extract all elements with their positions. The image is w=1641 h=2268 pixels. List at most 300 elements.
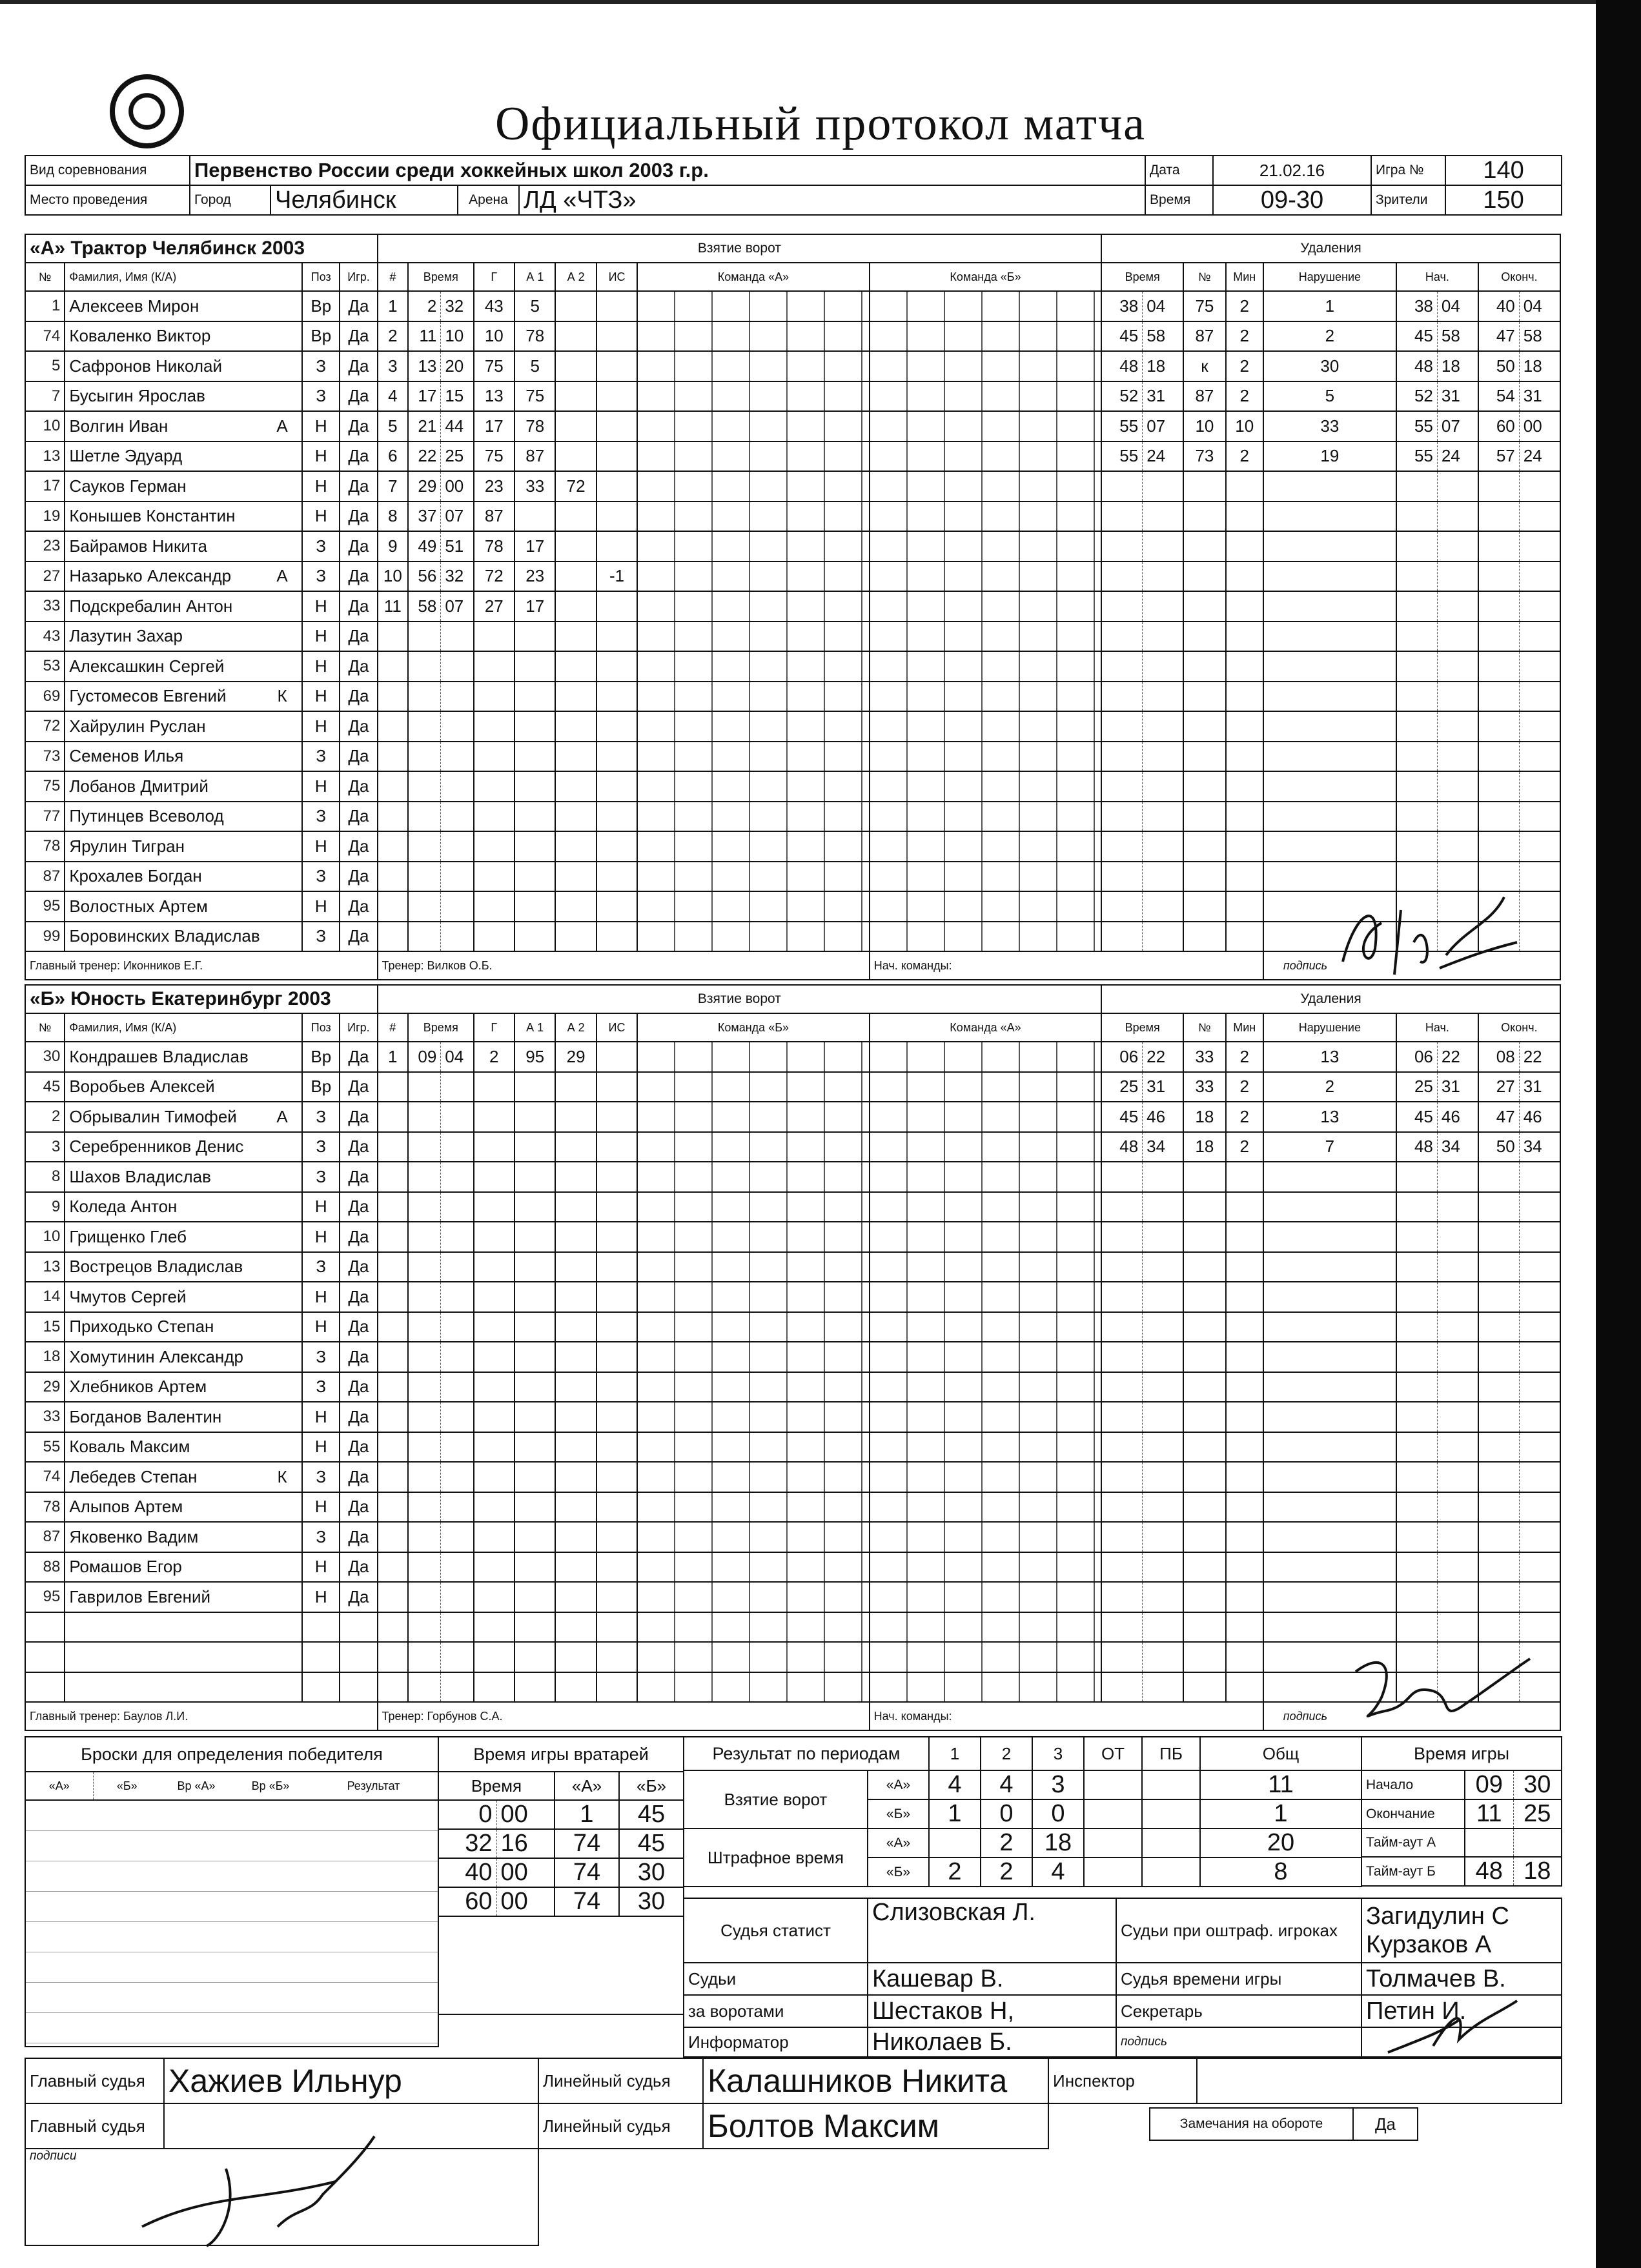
team_b-goal-is bbox=[596, 1102, 637, 1132]
team_a-goal-sec: 10 bbox=[441, 321, 474, 352]
team_a-goal-assist-2 bbox=[555, 831, 596, 862]
team_a-pen-minutes bbox=[1226, 622, 1263, 652]
team_a-pen-min bbox=[1101, 531, 1142, 562]
team_b-player-name: Лебедев Степан bbox=[65, 1462, 263, 1492]
team_a-pen-end-min bbox=[1478, 591, 1519, 622]
team_b-goal-assist-1 bbox=[515, 1222, 555, 1252]
team_a-pen-sec: 31 bbox=[1143, 381, 1183, 412]
team_a-row bbox=[25, 802, 1560, 832]
team_b-pen-sec: 46 bbox=[1143, 1102, 1183, 1132]
team_b-pen-start-sec bbox=[1437, 1522, 1478, 1552]
team_a-pen-start-sec bbox=[1437, 591, 1478, 622]
team_b-pen-minutes bbox=[1226, 1282, 1263, 1312]
team_a-player-ka bbox=[263, 591, 302, 622]
team_a-goal-sec: 15 bbox=[441, 381, 474, 412]
secretary-label: Секретарь bbox=[1116, 1995, 1361, 2027]
results-col-ot: ОТ bbox=[1084, 1737, 1142, 1770]
team_a-pen-sec bbox=[1143, 501, 1183, 532]
team_b-col-a2: А 2 bbox=[555, 1013, 596, 1042]
team_a-player-no: 43 bbox=[25, 622, 65, 652]
team_a-goal-team-opp-cell bbox=[870, 351, 1102, 381]
team_b-goal-sec bbox=[441, 1312, 474, 1342]
game-time-title: Время игры bbox=[1361, 1737, 1562, 1770]
team_a-pen-start-min: 48 bbox=[1396, 351, 1437, 381]
team_a-goal-is bbox=[596, 682, 637, 712]
team_a-goal-team-opp-cell bbox=[870, 441, 1102, 472]
team_b-goal-is bbox=[596, 1462, 637, 1492]
team_b-pen-end-sec bbox=[1519, 1222, 1560, 1252]
team_b-goal-sec bbox=[441, 1582, 474, 1612]
team_a-goal-sec: 07 bbox=[441, 501, 474, 532]
team_b-player-play: Да bbox=[340, 1522, 377, 1552]
team_b-pen-end-sec bbox=[1519, 1552, 1560, 1583]
team_b-goal-assist-1 bbox=[515, 1132, 555, 1162]
team_a-goal-no bbox=[378, 651, 409, 682]
team_a-pen-sec bbox=[1143, 922, 1183, 952]
team_a-goal-scorer: 23 bbox=[474, 471, 515, 501]
team_b-player-play: Да bbox=[340, 1312, 377, 1342]
team_a-goal-assist-2 bbox=[555, 501, 596, 532]
team_a-player-ka bbox=[263, 291, 302, 321]
team_a-goal-no: 7 bbox=[378, 471, 409, 501]
team_a-row bbox=[25, 531, 1560, 562]
team_a-goal-assist-1 bbox=[515, 622, 555, 652]
team_a-goal-assist-2 bbox=[555, 381, 596, 412]
team_a-goal-assist-2 bbox=[555, 682, 596, 712]
team_b-pen-start-sec bbox=[1437, 1312, 1478, 1342]
team_b-goal-team-own-cell bbox=[637, 1642, 869, 1672]
city-value: Челябинск bbox=[270, 185, 458, 215]
team_a-player-no: 10 bbox=[25, 411, 65, 441]
team_a-pen-player bbox=[1183, 562, 1226, 592]
team_b-row bbox=[25, 1102, 1560, 1132]
team_b-player-name: Вострецов Владислав bbox=[65, 1252, 263, 1282]
team_a-pen-start-min: 52 bbox=[1396, 381, 1437, 412]
team_a-pen-min bbox=[1101, 711, 1142, 742]
team_b-player-no bbox=[25, 1672, 65, 1703]
team_b-pen-minutes bbox=[1226, 1372, 1263, 1402]
team_b-player-play: Да bbox=[340, 1282, 377, 1312]
team_b-player-play: Да bbox=[340, 1222, 377, 1252]
inspector-label: Инспектор bbox=[1048, 2058, 1197, 2103]
team_a-player-play: Да bbox=[340, 562, 377, 592]
team_a-goal-min bbox=[408, 802, 441, 832]
team_a-pen-violation: 1 bbox=[1263, 291, 1396, 321]
team_a-pen-start-sec bbox=[1437, 622, 1478, 652]
team_b-pen-sec bbox=[1143, 1492, 1183, 1523]
team_a-pen-violation bbox=[1263, 742, 1396, 772]
main-ref-1: Хажиев Ильнур bbox=[164, 2058, 538, 2103]
team_b-row bbox=[25, 1672, 1560, 1703]
team_a-pen-minutes: 2 bbox=[1226, 381, 1263, 412]
team_b-pen-end-min bbox=[1478, 1522, 1519, 1552]
team_a-player-pos: Н bbox=[302, 771, 340, 802]
team_b-goal-is bbox=[596, 1312, 637, 1342]
team_a-pen-minutes bbox=[1226, 711, 1263, 742]
team_b-goal-no bbox=[378, 1342, 409, 1372]
team_a-pen-end-min bbox=[1478, 562, 1519, 592]
team_a-player-no: 7 bbox=[25, 381, 65, 412]
team_b-goal-sec bbox=[441, 1252, 474, 1282]
team_a-goal-assist-1 bbox=[515, 891, 555, 922]
team_a-goal-assist-1: 5 bbox=[515, 351, 555, 381]
team_b-pen-min bbox=[1101, 1312, 1142, 1342]
team_b-player-play: Да bbox=[340, 1102, 377, 1132]
team_b-goal-scorer bbox=[474, 1642, 515, 1672]
team_a-pen-start-min: 45 bbox=[1396, 321, 1437, 352]
team_b-goal-team-opp-cell bbox=[870, 1042, 1102, 1072]
team_b-pen-player bbox=[1183, 1282, 1226, 1312]
team_a-head-coach: Главный тренер: Иконников Е.Г. bbox=[25, 951, 378, 980]
stat-label: Судья статист bbox=[684, 1898, 868, 1963]
team_a-col-a2: А 2 bbox=[555, 263, 596, 291]
team_a-goal-assist-1 bbox=[515, 651, 555, 682]
team_a-col-pos: Поз bbox=[302, 263, 340, 291]
team_a-goal-scorer bbox=[474, 711, 515, 742]
team_a-row bbox=[25, 651, 1560, 682]
team_a-pen-player bbox=[1183, 891, 1226, 922]
team_b-pen-min: 06 bbox=[1101, 1042, 1142, 1072]
goal-judges-label-2: за воротами bbox=[684, 1995, 868, 2027]
team_a-pen-player bbox=[1183, 922, 1226, 952]
team_a-pen-start-min bbox=[1396, 682, 1437, 712]
team_b-pen-player: 33 bbox=[1183, 1042, 1226, 1072]
date-label: Дата bbox=[1145, 156, 1213, 185]
team_a-goal-no: 2 bbox=[378, 321, 409, 352]
team_b-pen-minutes: 2 bbox=[1226, 1042, 1263, 1072]
team_a-player-ka: А bbox=[263, 562, 302, 592]
team_b-row bbox=[25, 1312, 1560, 1342]
goals-a-p1: 4 bbox=[929, 1770, 981, 1799]
team_b-goal-assist-1 bbox=[515, 1072, 555, 1102]
team_a-row bbox=[25, 622, 1560, 652]
team_b-goal-team-opp-cell bbox=[870, 1612, 1102, 1643]
team_b-player-play bbox=[340, 1612, 377, 1643]
team_a-pen-player bbox=[1183, 622, 1226, 652]
team_b-player-no: 9 bbox=[25, 1192, 65, 1222]
team_a-goals-header: Взятие ворот bbox=[378, 234, 1102, 263]
team_b-player-no: 45 bbox=[25, 1072, 65, 1102]
team_a-goal-team-opp-cell bbox=[870, 831, 1102, 862]
team_a-player-play: Да bbox=[340, 321, 377, 352]
team_b-goal-no bbox=[378, 1312, 409, 1342]
team_b-goal-min bbox=[408, 1492, 441, 1523]
team_b-pen-end-sec bbox=[1519, 1402, 1560, 1432]
team_a-pen-start-sec bbox=[1437, 471, 1478, 501]
team_a-pen-sec bbox=[1143, 862, 1183, 892]
team_a-pen-minutes: 10 bbox=[1226, 411, 1263, 441]
team_a-goal-sec: 51 bbox=[441, 531, 474, 562]
team_a-goal-min: 21 bbox=[408, 411, 441, 441]
goals-a-total: 11 bbox=[1200, 1770, 1361, 1799]
team_b-pen-end-min bbox=[1478, 1222, 1519, 1252]
team_a-pen-min bbox=[1101, 682, 1142, 712]
team_b-goal-is bbox=[596, 1612, 637, 1643]
team_b-pen-player bbox=[1183, 1552, 1226, 1583]
team_a-player-no: 19 bbox=[25, 501, 65, 532]
team_b-coach: Тренер: Горбунов С.А. bbox=[378, 1702, 870, 1730]
team_a-row bbox=[25, 562, 1560, 592]
remarks-label: Замечания на обороте bbox=[1150, 2108, 1353, 2140]
team_a-pen-player bbox=[1183, 831, 1226, 862]
goalie-a: 1 bbox=[555, 1800, 619, 1829]
team_a-player-no: 73 bbox=[25, 742, 65, 772]
team_b-player-pos: Н bbox=[302, 1492, 340, 1523]
team_a-player-no: 87 bbox=[25, 862, 65, 892]
team_b-pen-end-min bbox=[1478, 1582, 1519, 1612]
team_b-goal-min bbox=[408, 1132, 441, 1162]
team_a-player-pos: З bbox=[302, 922, 340, 952]
team_a-signature-label: подпись bbox=[1263, 951, 1560, 980]
team_b-player-pos: З bbox=[302, 1342, 340, 1372]
team_b-goal-is bbox=[596, 1252, 637, 1282]
team_a-goal-team-own-cell bbox=[637, 441, 869, 472]
team_b-pen-end-min bbox=[1478, 1282, 1519, 1312]
team_b-goal-team-own-cell bbox=[637, 1102, 869, 1132]
team_b-pen-min bbox=[1101, 1192, 1142, 1222]
team_a-pen-sec bbox=[1143, 651, 1183, 682]
team_a-pen-start-sec bbox=[1437, 711, 1478, 742]
time-label: Время bbox=[1145, 185, 1213, 215]
team_b-pen-start-min bbox=[1396, 1522, 1437, 1552]
team_b-goal-sec bbox=[441, 1492, 474, 1523]
goals-b-p2: 0 bbox=[981, 1799, 1032, 1828]
team_a-player-pos: Вр bbox=[302, 291, 340, 321]
team_b-goal-assist-2 bbox=[555, 1672, 596, 1703]
team_a-pen-start-sec bbox=[1437, 651, 1478, 682]
team_b-player-ka bbox=[263, 1402, 302, 1432]
team_a-pen-violation bbox=[1263, 771, 1396, 802]
penalty-box-label: Судьи при оштраф. игроках bbox=[1116, 1898, 1361, 1963]
team_b-pen-start-sec bbox=[1437, 1372, 1478, 1402]
team_b-row bbox=[25, 1252, 1560, 1282]
team_a-goal-team-opp-cell bbox=[870, 862, 1102, 892]
game-no-value: 140 bbox=[1445, 156, 1562, 185]
team_b-goal-assist-1 bbox=[515, 1162, 555, 1192]
team_b-goal-assist-2: 29 bbox=[555, 1042, 596, 1072]
team_a-player-ka bbox=[263, 501, 302, 532]
arena-value: ЛД «ЧТЗ» bbox=[519, 185, 1145, 215]
team_a-pen-end-sec bbox=[1519, 711, 1560, 742]
team_b-pen-start-sec bbox=[1437, 1582, 1478, 1612]
team_a-player-pos: Н bbox=[302, 622, 340, 652]
team_b-player-ka bbox=[263, 1432, 302, 1463]
team_b-pen-min bbox=[1101, 1462, 1142, 1492]
team_a-pen-sec bbox=[1143, 591, 1183, 622]
team_a-player-play: Да bbox=[340, 742, 377, 772]
team_a-pen-end-sec bbox=[1519, 742, 1560, 772]
team_b-player-name: Гаврилов Евгений bbox=[65, 1582, 263, 1612]
team_a-goal-min: 2 bbox=[408, 291, 441, 321]
team_b-goal-assist-2 bbox=[555, 1342, 596, 1372]
team_a-goal-is bbox=[596, 771, 637, 802]
team_a-pen-start-min bbox=[1396, 591, 1437, 622]
team_a-player-play: Да bbox=[340, 471, 377, 501]
team_b-player-pos bbox=[302, 1672, 340, 1703]
goals-a-ot bbox=[1084, 1770, 1142, 1799]
team_b-goal-scorer bbox=[474, 1132, 515, 1162]
team_b-player-ka bbox=[263, 1132, 302, 1162]
team_b-pen-violation bbox=[1263, 1162, 1396, 1192]
team_b-player-play: Да bbox=[340, 1582, 377, 1612]
team_a-pen-end-sec bbox=[1519, 501, 1560, 532]
team_a-goal-assist-2 bbox=[555, 711, 596, 742]
team_b-row bbox=[25, 1222, 1560, 1252]
team_a-pen-sec bbox=[1143, 771, 1183, 802]
team_b-player-ka bbox=[263, 1642, 302, 1672]
team_a-pen-minutes bbox=[1226, 682, 1263, 712]
team_b-player-ka bbox=[263, 1072, 302, 1102]
team_b-goal-sec bbox=[441, 1192, 474, 1222]
team_a-pen-min: 38 bbox=[1101, 291, 1142, 321]
team_a-player-ka bbox=[263, 802, 302, 832]
team_b-pen-minutes: 2 bbox=[1226, 1072, 1263, 1102]
team_b-player-name: Приходько Степан bbox=[65, 1312, 263, 1342]
team_a-goal-scorer: 87 bbox=[474, 501, 515, 532]
team_a-player-no: 33 bbox=[25, 591, 65, 622]
team_a-pen-player bbox=[1183, 742, 1226, 772]
team_b-pen-min bbox=[1101, 1342, 1142, 1372]
team_a-pen-end-min bbox=[1478, 651, 1519, 682]
goals-b-total: 1 bbox=[1200, 1799, 1361, 1828]
team_b-goal-no bbox=[378, 1522, 409, 1552]
team_a-player-name: Волгин Иван bbox=[65, 411, 263, 441]
team_b-pen-start-sec: 31 bbox=[1437, 1072, 1478, 1102]
team_a-player-play: Да bbox=[340, 591, 377, 622]
team_a-pen-end-sec bbox=[1519, 922, 1560, 952]
team_a-goal-team-own-cell bbox=[637, 411, 869, 441]
team_a-goal-team-own-cell bbox=[637, 742, 869, 772]
team_b-col-team-own: Команда «Б» bbox=[637, 1013, 869, 1042]
team_b-goal-sec bbox=[441, 1642, 474, 1672]
team_a-pen-sec bbox=[1143, 711, 1183, 742]
team_a-player-ka bbox=[263, 531, 302, 562]
team_a-pen-player bbox=[1183, 862, 1226, 892]
team_a-pen-end-min: 50 bbox=[1478, 351, 1519, 381]
team_a-goal-is bbox=[596, 711, 637, 742]
team_b-player-play bbox=[340, 1672, 377, 1703]
team_a-player-pos: Н bbox=[302, 591, 340, 622]
goalie-time-col-time: Время bbox=[438, 1772, 555, 1800]
team_a-col-team-own: Команда «А» bbox=[637, 263, 869, 291]
results-pim-b-label: «Б» bbox=[868, 1858, 929, 1887]
team_a-player-ka bbox=[263, 622, 302, 652]
team_b-player-ka bbox=[263, 1192, 302, 1222]
team_a-pen-player: 75 bbox=[1183, 291, 1226, 321]
team_b-goal-team-own-cell bbox=[637, 1612, 869, 1643]
goals-b-pb bbox=[1142, 1799, 1200, 1828]
team_b-goal-is bbox=[596, 1072, 637, 1102]
team_b-goal-no bbox=[378, 1102, 409, 1132]
team_b-pen-end-min bbox=[1478, 1612, 1519, 1643]
team_b-goal-team-own-cell bbox=[637, 1492, 869, 1523]
team_b-goal-team-opp-cell bbox=[870, 1552, 1102, 1583]
team_a-goal-min bbox=[408, 651, 441, 682]
team_a-pen-min bbox=[1101, 622, 1142, 652]
team_a-goal-assist-1: 5 bbox=[515, 291, 555, 321]
goalie-time-min: 0 bbox=[438, 1800, 496, 1829]
team_b-player-no: 15 bbox=[25, 1312, 65, 1342]
team_b-pen-sec bbox=[1143, 1222, 1183, 1252]
team_a-player-pos: Н bbox=[302, 441, 340, 472]
team_b-player-no: 88 bbox=[25, 1552, 65, 1583]
game-end-min: 25 bbox=[1513, 1799, 1562, 1828]
team_b-col-play: Игр. bbox=[340, 1013, 377, 1042]
team_a-player-ka bbox=[263, 771, 302, 802]
team_a-goal-assist-2 bbox=[555, 891, 596, 922]
team_b-row bbox=[25, 1072, 1560, 1102]
team_a-row bbox=[25, 471, 1560, 501]
team_a-pen-sec: 04 bbox=[1143, 291, 1183, 321]
team_b-pen-player bbox=[1183, 1582, 1226, 1612]
team_b-goal-assist-2 bbox=[555, 1072, 596, 1102]
team_a-pen-min bbox=[1101, 891, 1142, 922]
team_a-goal-sec: 00 bbox=[441, 471, 474, 501]
goalie-time-min: 40 bbox=[438, 1858, 496, 1887]
team_b-goal-assist-2 bbox=[555, 1222, 596, 1252]
team_a-goal-min bbox=[408, 831, 441, 862]
team_a-player-play: Да bbox=[340, 831, 377, 862]
team_b-goal-scorer bbox=[474, 1312, 515, 1342]
team_a-player-pos: З bbox=[302, 862, 340, 892]
city-label: Город bbox=[190, 185, 270, 215]
team_b-pen-start-min: 06 bbox=[1396, 1042, 1437, 1072]
team_a-goal-team-own-cell bbox=[637, 562, 869, 592]
team_a-goal-is bbox=[596, 321, 637, 352]
team_b-pen-start-min bbox=[1396, 1582, 1437, 1612]
team_a-pen-end-min: 57 bbox=[1478, 441, 1519, 472]
team_a-goal-team-opp-cell bbox=[870, 531, 1102, 562]
team_b-goal-assist-2 bbox=[555, 1492, 596, 1523]
team_b-pen-end-sec bbox=[1519, 1492, 1560, 1523]
team_b-row bbox=[25, 1612, 1560, 1643]
team_b-pen-violation: 7 bbox=[1263, 1132, 1396, 1162]
team_b-pen-sec bbox=[1143, 1312, 1183, 1342]
team_b-player-name: Воробьев Алексей bbox=[65, 1072, 263, 1102]
team_b-col-time: Время bbox=[408, 1013, 473, 1042]
timeout-b-hour: 48 bbox=[1465, 1857, 1513, 1886]
team_b-col-g: Г bbox=[474, 1013, 515, 1042]
shootout-title: Броски для определения победителя bbox=[25, 1737, 438, 1772]
team_a-player-no: 27 bbox=[25, 562, 65, 592]
team_b-goal-assist-2 bbox=[555, 1252, 596, 1282]
team_b-goal-no bbox=[378, 1432, 409, 1463]
team_b-goal-assist-2 bbox=[555, 1192, 596, 1222]
team_b-row bbox=[25, 1432, 1560, 1463]
team_a-goal-assist-2 bbox=[555, 622, 596, 652]
goalie-time-table bbox=[438, 1736, 684, 2015]
team_a-goal-is bbox=[596, 742, 637, 772]
team_a-col-time: Время bbox=[408, 263, 473, 291]
goal-judge-1: Кашевар В. bbox=[868, 1963, 1116, 1995]
team_b-player-pos: З bbox=[302, 1372, 340, 1402]
goalie-a: 74 bbox=[555, 1829, 619, 1858]
scan-right-edge bbox=[1596, 0, 1641, 2268]
team_b-pen-end-min bbox=[1478, 1252, 1519, 1282]
team_a-goal-no: 4 bbox=[378, 381, 409, 412]
team_b-player-ka bbox=[263, 1252, 302, 1282]
team_b-player-ka bbox=[263, 1372, 302, 1402]
team_b-pen-minutes bbox=[1226, 1432, 1263, 1463]
team_b-pen-start-sec bbox=[1437, 1222, 1478, 1252]
team_b-player-name bbox=[65, 1672, 263, 1703]
team_a-goal-assist-2 bbox=[555, 562, 596, 592]
team_a-row bbox=[25, 291, 1560, 321]
team_a-goal-is bbox=[596, 351, 637, 381]
team_b-pen-start-min bbox=[1396, 1612, 1437, 1643]
team_b-player-pos: Н bbox=[302, 1222, 340, 1252]
team_b-col-p-start: Нач. bbox=[1396, 1013, 1478, 1042]
